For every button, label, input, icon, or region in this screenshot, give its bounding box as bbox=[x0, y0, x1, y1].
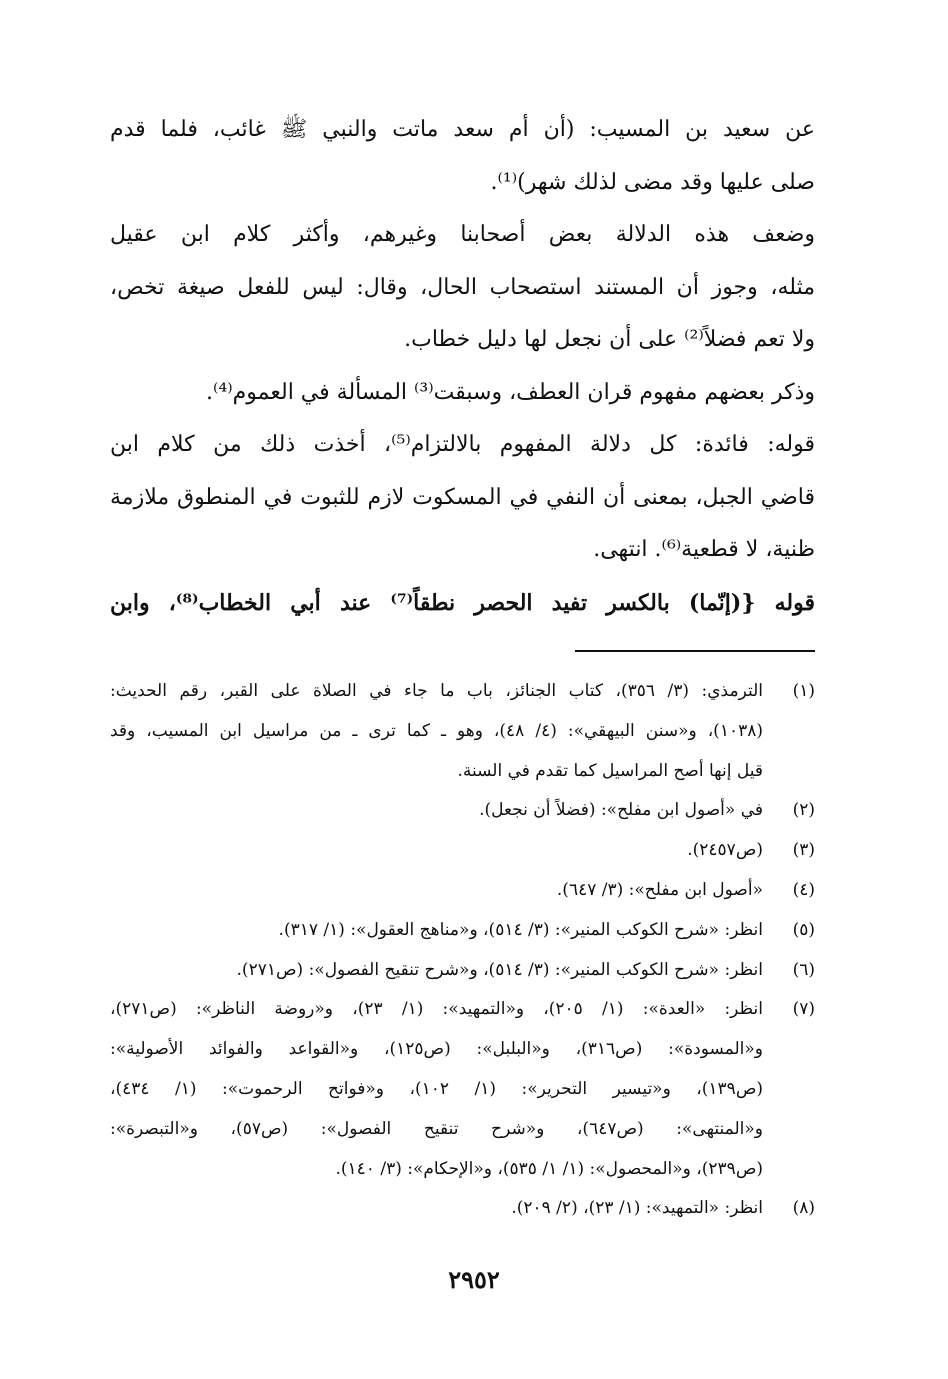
footnote bbox=[110, 831, 815, 871]
footnote-line: «أصول ابن مفلح»: (٣/ ٦٤٧). bbox=[556, 879, 763, 900]
footnote-text bbox=[110, 871, 763, 911]
page-number: ٢٩٥٢ bbox=[448, 1265, 500, 1294]
text-line: وضعف هذه الدلالة بعض أصحابنا وغيرهم، وأكثر كلام ابن عقيل bbox=[110, 222, 815, 247]
footnote bbox=[110, 672, 815, 791]
footnote bbox=[110, 990, 815, 1189]
footnote-line: انظر: «شرح الكوكب المنير»: (٣/ ٥١٤)، و«شرح تنقيح الفصول»: (ص٢٧١). bbox=[236, 959, 763, 980]
footnote-line: (ص١٣٩)، و«تيسير التحرير»: (١/ ١٠٢)، و«فواتح الرحموت»: (١/ ٤٣٤)، bbox=[110, 1078, 763, 1099]
footnote-line: (١٠٣٨)، و«سنن البيهقي»: (٤/ ٤٨)، وهو ـ كما ترى ـ من مراسيل ابن المسيب، وقد bbox=[110, 720, 763, 741]
footnote-number: (٥) bbox=[792, 919, 815, 940]
footnote-text bbox=[110, 951, 763, 991]
footnote bbox=[110, 951, 815, 991]
footnote-text bbox=[110, 911, 763, 951]
text-line: ظنية، لا قطعية⁽⁶⁾. انتهى. bbox=[593, 537, 815, 562]
footnote-line: (ص٢٤٥٧). bbox=[687, 840, 763, 861]
text-line: عن سعيد بن المسيب: (أن أم سعد ماتت والنبي ﷺ غائب، فلما قدم bbox=[110, 117, 815, 142]
footnote-line: في «أصول ابن مفلح»: (فضلاً أن نجعل). bbox=[479, 800, 763, 821]
text-line: صلى عليها وقد مضى لذلك شهر)⁽¹⁾. bbox=[490, 169, 815, 195]
text-line: قوله: فائدة: كل دلالة المفهوم بالالتزام⁽⁵⁾، أخذت ذلك من كلام ابن bbox=[110, 432, 815, 457]
footnote-text bbox=[110, 672, 763, 791]
footnote-text bbox=[110, 990, 763, 1189]
footnote-number: (٣) bbox=[792, 840, 815, 861]
footnote bbox=[110, 871, 815, 911]
footnote-divider bbox=[575, 650, 815, 652]
footnote-text bbox=[110, 791, 763, 831]
footnote-number: (٢) bbox=[792, 800, 815, 821]
footnotes bbox=[110, 672, 815, 1229]
footnote-number: (٧) bbox=[792, 999, 815, 1020]
text-line: قوله {(إنّما) بالكسر تفيد الحصر نطقاً⁽⁷⁾ عند أبي الخطاب⁽⁸⁾، وابن bbox=[110, 589, 815, 616]
footnote-line: و«المسودة»: (ص٣١٦)، و«البلبل»: (ص١٢٥)، و«القواعد والفوائد الأصولية»: bbox=[110, 1039, 763, 1060]
text-line: قاضي الجبل، بمعنى أن النفي في المسكوت لازم للثبوت في المنطوق ملازمة bbox=[110, 484, 815, 510]
footnote-line: قيل إنها أصح المراسيل كما تقدم في السنة. bbox=[457, 760, 763, 781]
footnote-line: الترمذي: (٣/ ٣٥٦)، كتاب الجنائز، باب ما جاء في الصلاة على القبر، رقم الحديث: bbox=[110, 681, 763, 701]
text-line: ولا تعم فضلاً⁽²⁾ على أن نجعل لها دليل خطاب. bbox=[404, 327, 815, 352]
footnote-line: (ص٢٣٩)، و«المحصول»: (١/ ١/ ٥٣٥)، و«الإحكام»: (٣/ ١٤٠). bbox=[335, 1158, 763, 1179]
text-line: مثله، وجوز أن المستند استصحاب الحال، وقال: ليس للفعل صيغة تخص، bbox=[110, 274, 815, 300]
footnote bbox=[110, 911, 815, 951]
footnote-number: (١) bbox=[792, 681, 815, 701]
footnote-line: و«المنتهى»: (ص٦٤٧)، و«شرح تنقيح الفصول»: (ص٥٧)، و«التبصرة»: bbox=[110, 1118, 763, 1139]
main-text bbox=[110, 104, 815, 629]
footnote-line: انظر: «التمهيد»: (١/ ٢٣)، (٢/ ٢٠٩). bbox=[511, 1198, 763, 1219]
footnote-number: (٤) bbox=[792, 879, 815, 900]
footnote-text bbox=[110, 831, 763, 871]
footnote-line: انظر: «شرح الكوكب المنير»: (٣/ ٥١٤)، و«مناهج العقول»: (١/ ٣١٧). bbox=[278, 919, 763, 940]
footnote bbox=[110, 1189, 815, 1229]
footnote-number: (٦) bbox=[792, 959, 815, 980]
footnote bbox=[110, 791, 815, 831]
text-line: وذكر بعضهم مفهوم قران العطف، وسبقت⁽³⁾ المسألة في العموم⁽⁴⁾. bbox=[206, 379, 815, 405]
footnote-text bbox=[110, 1189, 763, 1229]
footnote-number: (٨) bbox=[792, 1198, 815, 1219]
footnote-line: انظر: «العدة»: (١/ ٢٠٥)، و«التمهيد»: (١/ ٢٣)، و«روضة الناظر»: (ص٢٧١)، bbox=[110, 999, 763, 1020]
